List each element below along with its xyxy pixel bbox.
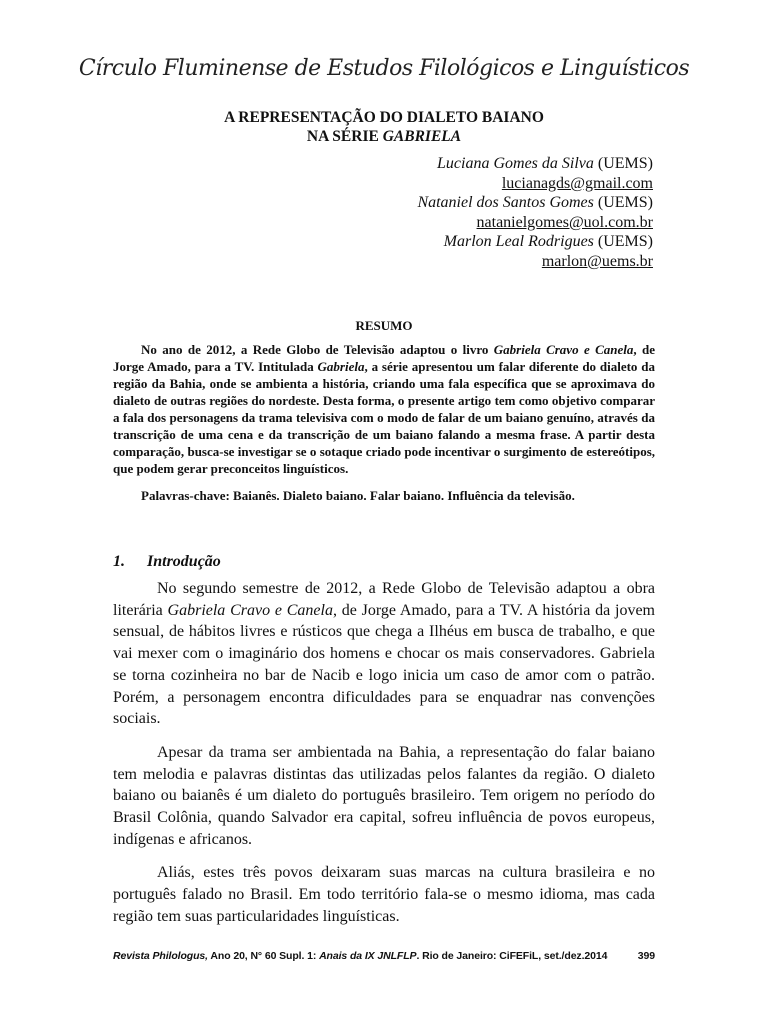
section-title: Introdução: [147, 553, 221, 570]
page-number: 399: [637, 950, 655, 962]
body-text: [113, 578, 655, 940]
abstract-text: No ano de 2012, a Rede Globo de Televisão adaptou o livro: [141, 342, 494, 357]
title-line-1: A REPRESENTAÇÃO DO DIALETO BAIANO: [224, 109, 544, 126]
page-footer: [113, 950, 655, 962]
author-name: Luciana Gomes da Silva: [437, 155, 594, 172]
body-paragraph: Aliás, estes três povos deixaram suas marcas na cultura brasileira e no português falado no Brasil. Em todo território fala-se o mesmo idioma, mas cada região tem suas particularidades linguísticas.: [113, 864, 655, 925]
abstract: [113, 341, 655, 504]
author-email-link[interactable]: natanielgomes@uol.com.br: [476, 213, 653, 231]
author-entry: [253, 232, 653, 252]
title-line-2: [0, 127, 768, 146]
author-list: [253, 154, 653, 271]
keywords: Palavras-chave: Baianês. Dialeto baiano. Falar baiano. Influência da televisão.: [141, 488, 575, 503]
journal-header: Círculo Fluminense de Estudos Filológicos e Linguísticos: [78, 56, 690, 81]
footer-issue: Ano 20, N° 60 Supl. 1:: [207, 950, 320, 962]
abstract-series-title: Gabriela: [317, 359, 365, 374]
body-text-span: No segundo semestre de 2012, a Rede Globo de Televisão adaptou a obra literária: [113, 580, 655, 619]
abstract-paragraph: [113, 341, 655, 477]
abstract-book-title: Gabriela Cravo e Canela: [493, 342, 634, 357]
title-line-2-prefix: NA SÉRIE: [306, 128, 383, 145]
title-series-name: GABRIELA: [382, 128, 462, 145]
abstract-heading: RESUMO: [355, 318, 413, 333]
author-name: Marlon Leal Rodrigues: [443, 233, 594, 250]
abstract-text: , de Jorge Amado, para a TV. Intitulada: [113, 342, 655, 374]
author-affiliation: (UEMS): [593, 233, 653, 250]
author-email-link[interactable]: marlon@uems.br: [541, 252, 653, 270]
author-affiliation: (UEMS): [593, 194, 653, 211]
section-number: 1.: [113, 553, 125, 570]
footer-annals: Anais da IX JNLFLP: [319, 950, 417, 962]
abstract-text: , a série apresentou um falar diferente do dialeto da região da Bahia, onde se ambienta a história, criando uma fala específica que se aproximava do dialeto de outras regiões do nordeste. Desta forma, o presente artigo tem como objetivo comparar a fala dos personagens da trama televisiva com o modo de falar de um baiano genuíno, através da transcrição de uma cena e da transcrição de um baiano falando a mesma frase. A partir desta comparação, busca-se investigar se o sotaque criado pode incentivar o surgimento de estereótipos, que podem gerar preconceitos linguísticos.: [113, 359, 655, 476]
article-title: [0, 108, 768, 146]
author-entry: [253, 193, 653, 213]
section-heading: [113, 553, 221, 571]
footer-place: . Rio de Janeiro: CiFEFiL, set./dez.2014: [416, 950, 608, 962]
body-paragraph: Apesar da trama ser ambientada na Bahia, a representação do falar baiano tem melodia e palavras distintas das utilizadas pelos falantes da região. O dialeto baiano ou baianês é um dialeto do português brasileiro. Tem origem no período do Brasil Colônia, quando Salvador era capital, sofreu influência de povos europeus, indígenas e africanos.: [113, 743, 655, 848]
body-text-span: , de Jorge Amado, para a TV. A história da jovem sensual, de hábitos livres e rústicos que chega a Ilhéus em busca de trabalho, e que vai mexer com o imaginário dos homens e chocar os mais conservadores. Gabriela se torna cozinheira no bar de Nacib e logo inicia um caso de amor com o patrão. Porém, a personagem encontra dificuldades para se enquadrar nas convenções sociais.: [113, 601, 656, 728]
author-entry: [253, 154, 653, 174]
author-affiliation: (UEMS): [593, 155, 653, 172]
footer-journal: Revista Philologus,: [113, 950, 208, 962]
body-paragraph: [113, 578, 655, 730]
author-name: Nataniel dos Santos Gomes: [417, 194, 594, 211]
body-book-title: Gabriela Cravo e Canela: [167, 601, 333, 619]
author-email-link[interactable]: lucianagds@gmail.com: [501, 174, 653, 192]
